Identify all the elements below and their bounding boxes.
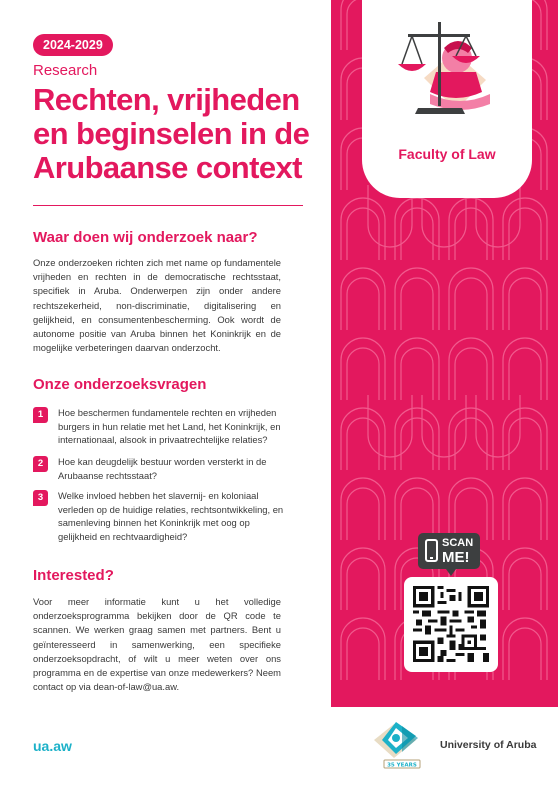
section-heading-questions: Onze onderzoeksvragen <box>33 376 207 393</box>
university-logo <box>372 718 436 772</box>
qr-code-icon <box>413 586 489 662</box>
title-divider <box>33 205 303 206</box>
question-text: Hoe beschermen fundamentele rechten en vrijheden burgers in hun relatie met het Land, het Koninkrijk, en internationaal, alsook in privaatrechtelijke relaties? <box>58 407 281 445</box>
university-name: University of Aruba <box>440 739 537 751</box>
scan-me-label <box>418 533 480 569</box>
scales-of-justice-icon <box>394 18 498 124</box>
question-text: Hoe kan deugdelijk bestuur worden versterkt in de Arubaanse rechtsstaat? <box>58 456 267 481</box>
section-body-interested: Voor meer informatie kunt u het volledige onderzoeksprogramma bekijken door de QR code te scannen. We werken graag samen met partners. Bent u geïnteresseerd in samenwerking, een specifieke onderzoeksopdracht, of wilt u meer weten over ons programma en de expertise van onze medewerkers? Neem contact op via dean-of-law@ua.aw. <box>33 596 281 693</box>
faculty-name: Faculty of Law <box>398 146 496 162</box>
section-body-research: Onze onderzoeken richten zich met name op fundamentele vrijheden en rechten in de democratische rechtsstaat, specifiek in Aruba. Onderwerpen zijn onder andere rechtszekerheid, non-discriminatie, digitalisering en gelijkheid, en consumentenbescherming. Ook wordt de autonome positie van Aruba binnen het Koninkrijk en de mogelijke verbeteringen daarvan onderzocht. <box>33 257 281 354</box>
section-heading-interested: Interested? <box>33 567 114 584</box>
section-heading-research: Waar doen wij onderzoek naar? <box>33 229 258 246</box>
page-title: Rechten, vrijheden en beginselen in de Arubaanse context <box>33 82 310 185</box>
website-link[interactable]: ua.aw <box>33 738 72 754</box>
me-text: ME! <box>442 549 470 566</box>
year-badge: 2024-2029 <box>33 34 113 56</box>
research-label: Research <box>33 62 98 79</box>
question-number-badge: 3 <box>33 490 48 506</box>
scan-text: SCAN <box>442 537 474 549</box>
question-text: Welke invloed hebben het slavernij- en koloniaal verleden op de huidige relaties, rechtsontwikkeling, en samenleving binnen het Koninkrijk met oog op gelijkheid en rechtvaardigheid? <box>58 490 284 542</box>
qr-code[interactable] <box>404 577 498 672</box>
logo-years: 35 YEARS <box>387 762 417 769</box>
question-number-badge: 2 <box>33 456 48 472</box>
phone-icon <box>425 539 438 562</box>
question-number-badge: 1 <box>33 407 48 423</box>
